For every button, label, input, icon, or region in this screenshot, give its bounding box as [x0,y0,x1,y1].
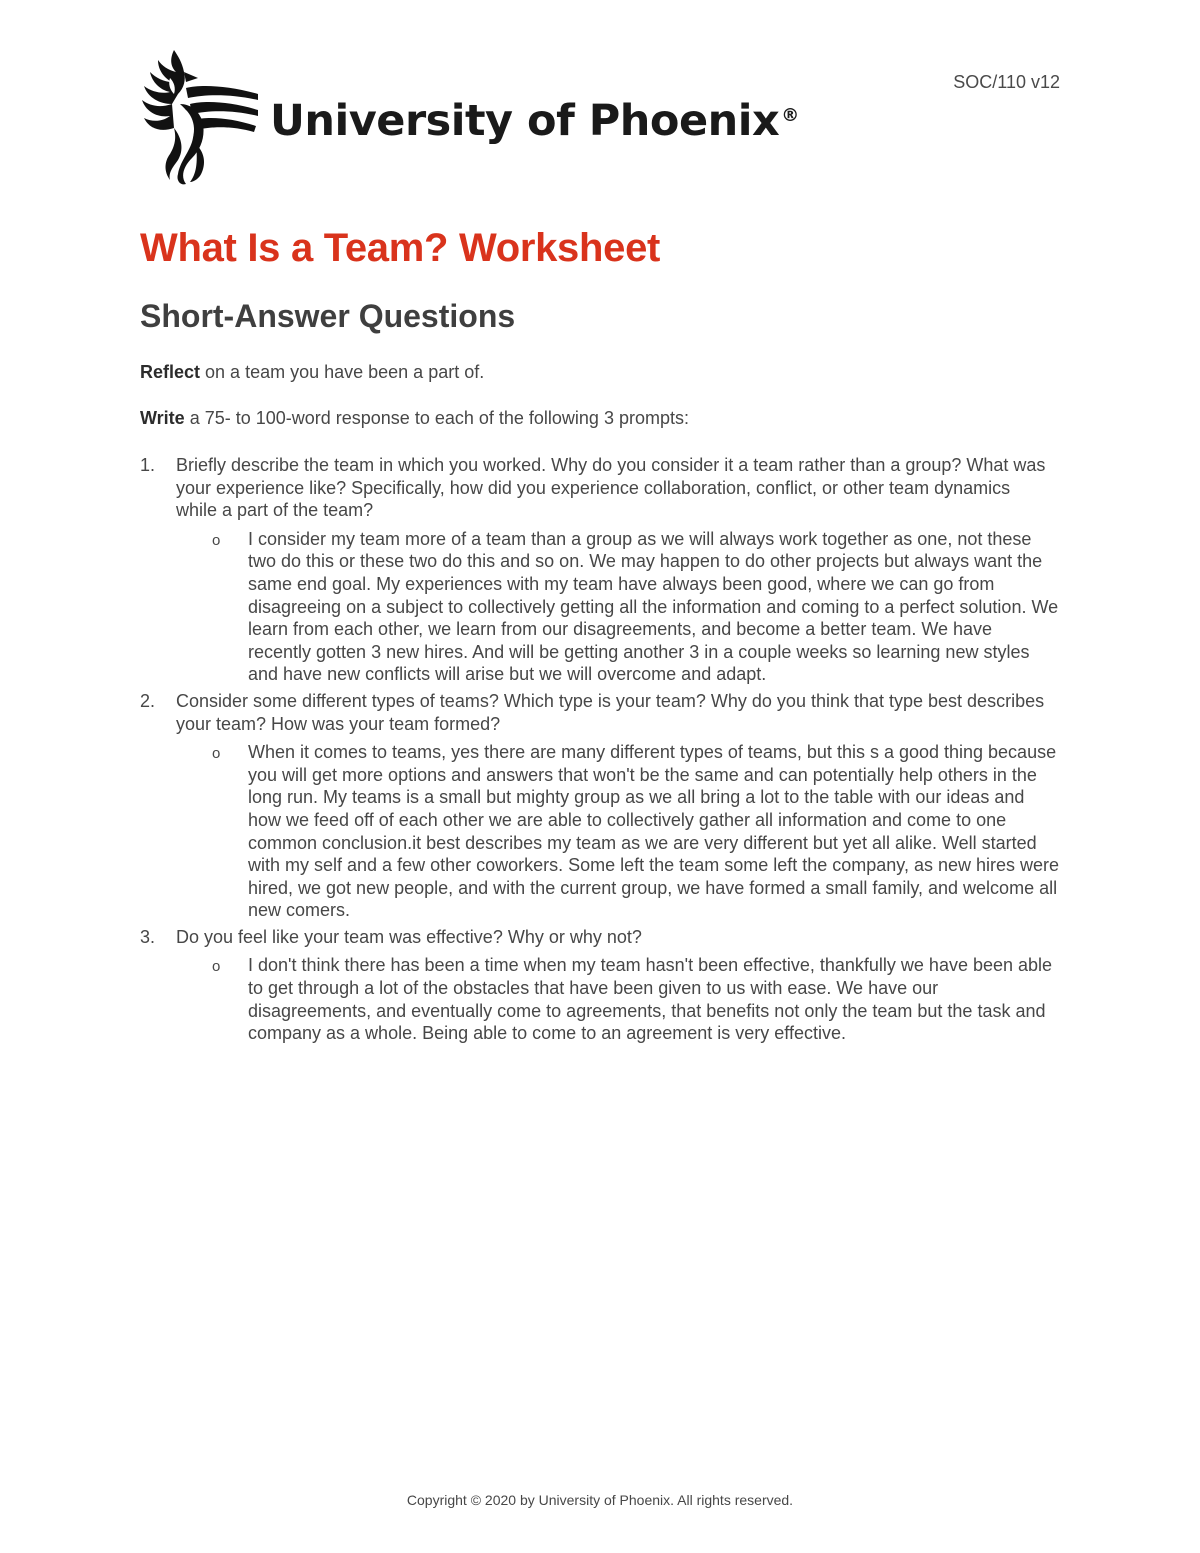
answer-item [176,528,1060,686]
question-text: Consider some different types of teams? Which type is your team? Why do you think that type best describes your team? How was your team formed? [176,690,1045,734]
answer-text: When it comes to teams, yes there are many different types of teams, but this s a good thing because you will get more options and answers that won't be the same and can potentially help others in the long run. My teams is a small but mighty group as we all bring a lot to the table with our ideas and how we feed off of each other we are able to collectively gather all information and come to one common conclusion.it best describes my team as we are very different but yet all alike. Well started with my self and a few other coworkers. Some left the team some left the company, as new hires were hired, we got new people, and with the current group, we have formed a small family, and welcome all new comers. [248,742,1060,921]
logo-wordmark: University of Phoenix ® [270,96,799,146]
question-number: 3. [140,926,156,947]
university-logo [140,48,799,186]
bullet-icon: o [212,531,221,549]
answer-text: I consider my team more of a team than a group as we will always work together as one, not these two do this or these two do this and so on. We may happen to do other projects but always want the same end goal. My experiences with my team have always been good, where we can go from disagreeing on a subject to collectively getting all the information and coming to a perfect solution. We learn from each other, we learn from our disagreements, and become a better team. We have recently gotten 3 new hires. And will be getting another 3 in a couple weeks so learning new styles and have new conflicts will arise but we will overcome and adapt. [248,528,1059,685]
answer-item [176,954,1060,1044]
question-text: Briefly describe the team in which you worked. Why do you consider it a team rather than a group? What was your experience like? Specifically, how did you experience collaboration, conflict, or other team dynamics while a part of the team? [176,455,1046,521]
question-item [140,690,1060,922]
document-title: What Is a Team? Worksheet [140,226,661,270]
instruction-reflect: Reflect on a team you have been a part of. [140,362,485,382]
page-header [140,48,1060,188]
course-code: SOC/110 v12 [953,72,1060,92]
question-list [140,454,1060,1049]
phoenix-logo-icon [140,48,260,186]
section-heading: Short-Answer Questions [140,298,516,334]
instruction-write: Write a 75- to 100-word response to each of the following 3 prompts: [140,408,689,428]
copyright-footer: Copyright © 2020 by University of Phoenix. All rights reserved. [406,1492,794,1508]
question-text: Do you feel like your team was effective? Why or why not? [176,926,642,947]
question-item [140,926,1060,1045]
answer-item [176,741,1060,922]
question-number: 1. [140,455,156,475]
question-item [140,454,1060,686]
bullet-icon: o [212,745,221,763]
question-number: 2. [140,690,156,711]
answer-text: I don't think there has been a time when my team hasn't been effective, thankfully we have been able to get through a lot of the obstacles that have been given to us with ease. We have our disagreements, and eventually come to agreements, that benefits not only the team but the task and company as a whole. Being able to come to an agreement is very effective. [248,955,1053,1044]
bullet-icon: o [212,958,221,976]
